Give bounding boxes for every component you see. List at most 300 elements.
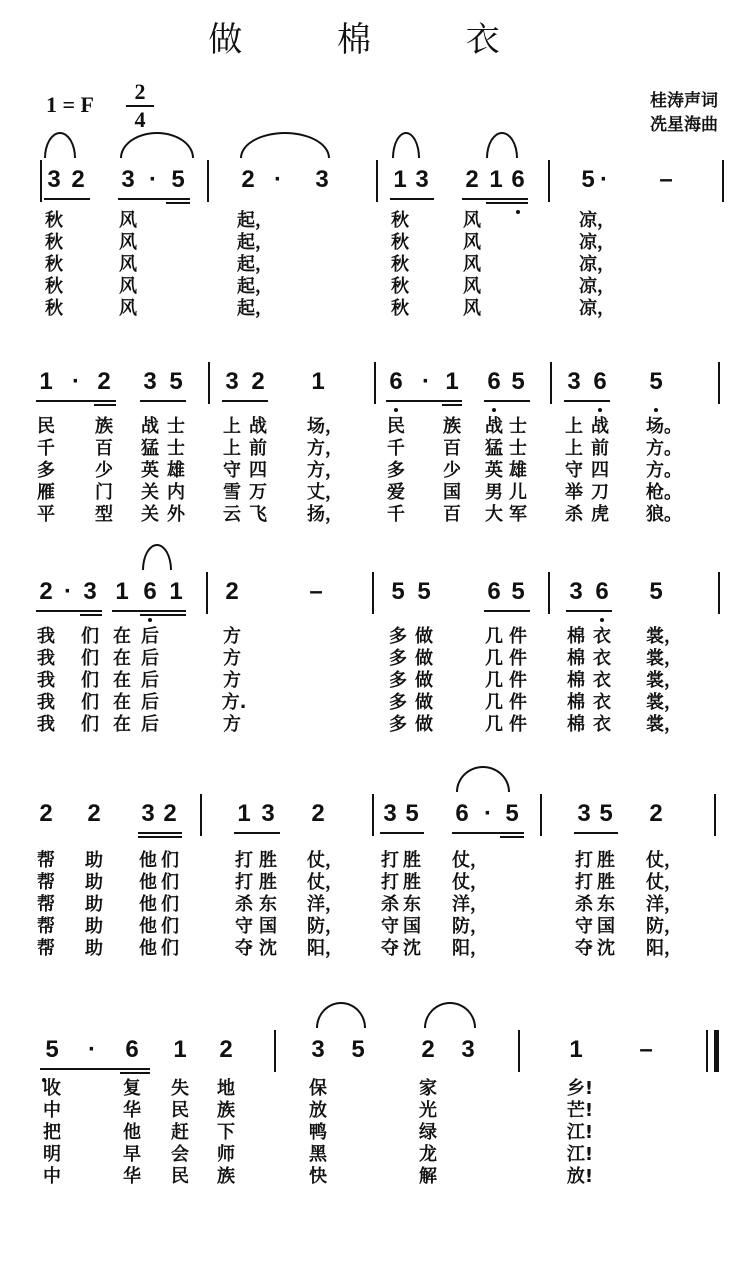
notation-line-2 <box>0 362 750 402</box>
note: 2 <box>87 800 101 827</box>
lyric: 解 <box>419 1166 437 1187</box>
lyric: 打 <box>381 850 399 871</box>
note: 5 <box>511 368 525 395</box>
eighth-underline <box>112 610 186 612</box>
lyric: 打 <box>575 850 593 871</box>
lyric: 们 <box>81 714 99 735</box>
lyric: 他 <box>139 938 157 959</box>
lyric: 他 <box>139 894 157 915</box>
lyric: 黑 <box>309 1144 327 1165</box>
lyric: 多 <box>387 460 405 481</box>
dot-extension: · <box>72 368 80 395</box>
lyric: 前 <box>249 438 267 459</box>
lyric: 儿 <box>509 482 527 503</box>
lyric-verse-1 <box>0 846 750 871</box>
lyric: 裳， <box>646 692 682 713</box>
lyric: 秋 <box>45 210 63 231</box>
note: 2 <box>241 166 255 193</box>
lyric: 秋 <box>391 232 409 253</box>
lyric: 守 <box>235 916 253 937</box>
note: 1 <box>311 368 325 395</box>
lyric: 方 <box>223 626 241 647</box>
lyric: 我 <box>37 714 55 735</box>
lyric-verse-2 <box>0 1096 750 1121</box>
lyric: 战 <box>249 416 267 437</box>
lyric: 东 <box>259 894 277 915</box>
lyric: 洋， <box>646 894 682 915</box>
lyric: 士 <box>167 438 185 459</box>
lyric: 风 <box>119 276 137 297</box>
note: 1 <box>393 166 407 193</box>
note: 3 <box>461 1036 475 1063</box>
lyric: 沈 <box>597 938 615 959</box>
lyric: 凉， <box>579 254 615 275</box>
lyric: 我 <box>37 692 55 713</box>
lyric: 丈， <box>307 482 343 503</box>
lyric: 虎 <box>591 504 609 525</box>
note: 5 <box>45 1036 59 1063</box>
lyric: 多 <box>389 692 407 713</box>
lyric: 秋 <box>45 232 63 253</box>
lyric: 多 <box>389 626 407 647</box>
lyric: 少 <box>95 460 113 481</box>
lyric: 龙 <box>419 1144 437 1165</box>
lyric: 我 <box>37 626 55 647</box>
note: 3 <box>121 166 135 193</box>
lyric: 我 <box>37 648 55 669</box>
lyric: 关 <box>141 504 159 525</box>
note: 5 <box>351 1036 365 1063</box>
lyric: 家 <box>419 1078 437 1099</box>
lyric: 快 <box>309 1166 327 1187</box>
eighth-underline <box>36 400 116 402</box>
lyric: 他 <box>139 850 157 871</box>
lyric: 风 <box>463 276 481 297</box>
lyric: 国 <box>403 916 421 937</box>
barline <box>274 1030 276 1072</box>
slur <box>424 1002 476 1028</box>
lyric-verse-2 <box>0 868 750 893</box>
lyric: 杀 <box>565 504 583 525</box>
lyric: 衣 <box>593 626 611 647</box>
lyric-verse-4 <box>0 272 750 297</box>
eighth-underline <box>484 400 530 402</box>
lyric-verse-3 <box>0 250 750 275</box>
note: 3 <box>225 368 239 395</box>
lyric: 在 <box>113 670 131 691</box>
notation-line-5 <box>0 1030 750 1070</box>
notation-line-1 <box>0 160 750 200</box>
lyric: 做 <box>415 714 433 735</box>
lyric-verse-3 <box>0 1118 750 1143</box>
lyric: 国 <box>443 482 461 503</box>
lyric: 方 <box>223 648 241 669</box>
note: 2 <box>39 578 53 605</box>
lyricist-credit: 桂涛声词 <box>650 91 718 111</box>
lyric: 他 <box>139 916 157 937</box>
barline <box>208 362 210 404</box>
note: 6 <box>487 368 501 395</box>
lyric-verse-1 <box>0 1074 750 1099</box>
note: 3 <box>569 578 583 605</box>
lyric: 们 <box>161 938 179 959</box>
song-title: 做 棉 衣 <box>208 20 542 60</box>
lyric: 多 <box>389 714 407 735</box>
lyric: 打 <box>235 850 253 871</box>
lyric: 英 <box>485 460 503 481</box>
lyric: 多 <box>37 460 55 481</box>
lyric: 狼。 <box>646 504 682 525</box>
note: 3 <box>415 166 429 193</box>
dash-extension: – <box>659 166 673 193</box>
sixteenth-underline <box>80 614 102 616</box>
note: 3 <box>577 800 591 827</box>
eighth-underline <box>462 198 528 200</box>
barline <box>206 572 208 614</box>
tie <box>240 132 330 158</box>
lyric: 民 <box>171 1100 189 1121</box>
lyric: 帮 <box>37 894 55 915</box>
lyric: 战 <box>591 416 609 437</box>
lyric: 光 <box>419 1100 437 1121</box>
lyric: 士 <box>509 438 527 459</box>
lyric: 风 <box>119 210 137 231</box>
barline <box>40 160 42 202</box>
lyric: 裳， <box>646 670 682 691</box>
note: 5 <box>391 578 405 605</box>
lyric-verse-5 <box>0 1162 750 1187</box>
lyric: 雄 <box>509 460 527 481</box>
sixteenth-underline <box>140 614 186 616</box>
note: 1 <box>173 1036 187 1063</box>
lyric: 战 <box>485 416 503 437</box>
note: 1 <box>445 368 459 395</box>
lyric: 几 <box>485 692 503 713</box>
lyric: 族 <box>217 1100 235 1121</box>
lyric-verse-5 <box>0 710 750 735</box>
lyric-verse-5 <box>0 500 750 525</box>
lyric: 阳， <box>452 938 488 959</box>
lyric: 方。 <box>646 460 682 481</box>
lyric: 上 <box>223 416 241 437</box>
lyric: 做 <box>415 648 433 669</box>
note: 2 <box>649 800 663 827</box>
lyric: 凉， <box>579 210 615 231</box>
lyric: 仗， <box>307 872 343 893</box>
barline <box>550 362 552 404</box>
lyric: 方， <box>307 438 343 459</box>
note: 2 <box>219 1036 233 1063</box>
lyric-verse-2 <box>0 644 750 669</box>
lyric: 风 <box>119 232 137 253</box>
time-signature-top: 2 <box>134 79 146 104</box>
barline <box>540 794 542 836</box>
lyric: 明 <box>43 1144 61 1165</box>
lyric: 国 <box>259 916 277 937</box>
lyric: 沈 <box>259 938 277 959</box>
lyric-verse-5 <box>0 294 750 319</box>
lyric: 关 <box>141 482 159 503</box>
lyric: 保 <box>309 1078 327 1099</box>
eighth-underline <box>138 832 182 834</box>
lyric: 后 <box>141 626 159 647</box>
lyric: 胜 <box>597 872 615 893</box>
lyric-verse-2 <box>0 228 750 253</box>
lyric: 秋 <box>391 254 409 275</box>
lyric: 方。 <box>646 438 682 459</box>
key-signature: 1 = F <box>46 92 94 117</box>
note: 6 <box>593 368 607 395</box>
lyric: 士 <box>509 416 527 437</box>
sixteenth-underline <box>500 836 524 838</box>
lyric: 衣 <box>593 670 611 691</box>
dot-extension: · <box>64 578 72 605</box>
lyric: 裳， <box>646 648 682 669</box>
eighth-underline <box>36 610 102 612</box>
lyric: 秋 <box>391 276 409 297</box>
lyric: 后 <box>141 692 159 713</box>
dot-extension: · <box>274 166 282 193</box>
lyric: 族 <box>443 416 461 437</box>
lyric-verse-3 <box>0 666 750 691</box>
note: 6 <box>143 578 157 605</box>
note: 1 <box>569 1036 583 1063</box>
lyric: 失 <box>171 1078 189 1099</box>
lyric: 方， <box>307 460 343 481</box>
lyric: 几 <box>485 648 503 669</box>
lyric: 在 <box>113 626 131 647</box>
note: 6 <box>511 166 525 193</box>
note: 2 <box>465 166 479 193</box>
sixteenth-underline <box>166 202 190 204</box>
lyric: 在 <box>113 648 131 669</box>
lyric: 放 <box>309 1100 327 1121</box>
lyric: 仗， <box>646 872 682 893</box>
eighth-underline <box>564 400 610 402</box>
note: 5 <box>171 166 185 193</box>
note: 3 <box>311 1036 325 1063</box>
lyric: 仗， <box>307 850 343 871</box>
lyric: 几 <box>485 714 503 735</box>
barline <box>372 794 374 836</box>
lyric: 我 <box>37 670 55 691</box>
lyric-verse-4 <box>0 688 750 713</box>
lyric: 场， <box>307 416 343 437</box>
lyric: 百 <box>443 438 461 459</box>
lyric: 战 <box>141 416 159 437</box>
lyric: 上 <box>565 438 583 459</box>
lyric: 内 <box>167 482 185 503</box>
lyric: 千 <box>37 438 55 459</box>
note: 6 <box>595 578 609 605</box>
lyric-verse-3 <box>0 890 750 915</box>
lyric: 扬， <box>307 504 343 525</box>
lyric: 在 <box>113 692 131 713</box>
lyric-verse-5 <box>0 934 750 959</box>
lyric: 衣 <box>593 714 611 735</box>
lyric: 东 <box>403 894 421 915</box>
lyric: 助 <box>85 850 103 871</box>
note: 2 <box>71 166 85 193</box>
note: 2 <box>421 1036 435 1063</box>
lyric: 凉， <box>579 232 615 253</box>
sixteenth-underline <box>442 404 462 406</box>
dot-extension: · <box>149 166 157 193</box>
lyric: 阳， <box>307 938 343 959</box>
final-barline-thick <box>714 1030 719 1072</box>
lyric-verse-1 <box>0 622 750 647</box>
note: 1 <box>237 800 251 827</box>
barline <box>718 572 720 614</box>
lyric: 几 <box>485 626 503 647</box>
lyric: 雪 <box>223 482 241 503</box>
note: 5 <box>417 578 431 605</box>
lyric: 百 <box>95 438 113 459</box>
barline <box>722 160 724 202</box>
lyric: 夺 <box>235 938 253 959</box>
note: 3 <box>83 578 97 605</box>
barline <box>374 362 376 404</box>
lyric: 秋 <box>391 210 409 231</box>
slur <box>120 132 194 158</box>
lyric: 件 <box>509 648 527 669</box>
lyric: 帮 <box>37 850 55 871</box>
lyric: 打 <box>575 872 593 893</box>
lyric: 外 <box>167 504 185 525</box>
lyric: 族 <box>217 1166 235 1187</box>
lyric: 杀 <box>381 894 399 915</box>
final-barline-thin <box>706 1030 708 1072</box>
lyric: 做 <box>415 626 433 647</box>
slur <box>392 132 420 158</box>
lyric: 英 <box>141 460 159 481</box>
note: 5 <box>599 800 613 827</box>
lyric: 起， <box>237 298 273 319</box>
lyric: 中 <box>43 1166 61 1187</box>
lyric: 爱 <box>387 482 405 503</box>
note: 6 <box>487 578 501 605</box>
lyric: 起， <box>237 254 273 275</box>
eighth-underline <box>44 198 90 200</box>
lyric: 四 <box>591 460 609 481</box>
eighth-underline <box>234 832 280 834</box>
lyric: 件 <box>509 692 527 713</box>
note: 3 <box>383 800 397 827</box>
note: 3 <box>143 368 157 395</box>
lyric: 们 <box>81 670 99 691</box>
lyric: 胜 <box>259 872 277 893</box>
dot-extension: · <box>484 800 492 827</box>
lyric-verse-4 <box>0 1140 750 1165</box>
lyric: 仗， <box>452 850 488 871</box>
lyric: 做 <box>415 692 433 713</box>
lyric: 裳， <box>646 626 682 647</box>
lyric-verse-1 <box>0 412 750 437</box>
lyric: 胜 <box>597 850 615 871</box>
lyric: 衣 <box>593 648 611 669</box>
lyric: 民 <box>37 416 55 437</box>
eighth-underline <box>452 832 524 834</box>
slur <box>44 132 76 158</box>
lyric: 夺 <box>381 938 399 959</box>
lyric: 赶 <box>171 1122 189 1143</box>
lyric: 打 <box>381 872 399 893</box>
lyric: 千 <box>387 438 405 459</box>
lyric: 胜 <box>403 850 421 871</box>
barline <box>376 160 378 202</box>
lyric: 多 <box>389 670 407 691</box>
eighth-underline <box>484 610 530 612</box>
lyric: 助 <box>85 872 103 893</box>
lyric: 江! <box>566 1144 594 1165</box>
notation-line-3 <box>0 572 750 612</box>
lyric: 四 <box>249 460 267 481</box>
lyric: 沈 <box>403 938 421 959</box>
lyric: 棉 <box>567 692 585 713</box>
lyric: 男 <box>485 482 503 503</box>
note: 2 <box>311 800 325 827</box>
note: 5 <box>169 368 183 395</box>
barline <box>714 794 716 836</box>
lyric: 上 <box>565 416 583 437</box>
eighth-underline <box>40 1068 150 1070</box>
slur <box>486 132 518 158</box>
lyric: 守 <box>223 460 241 481</box>
lyric-verse-1 <box>0 206 750 231</box>
lyric: 刀 <box>591 482 609 503</box>
note: 5 <box>405 800 419 827</box>
eighth-underline <box>390 198 434 200</box>
lyric: 做 <box>415 670 433 691</box>
lyric: 前 <box>591 438 609 459</box>
eighth-underline <box>140 400 186 402</box>
lyric: 士 <box>167 416 185 437</box>
lyric: 大 <box>485 504 503 525</box>
eighth-underline <box>566 610 612 612</box>
lyric: 起， <box>237 232 273 253</box>
lyric: 中 <box>43 1100 61 1121</box>
score-system-4 <box>0 794 750 994</box>
note: 6 <box>455 800 469 827</box>
note: 2 <box>251 368 265 395</box>
lyric: 型 <box>95 504 113 525</box>
lyric: 平 <box>37 504 55 525</box>
lyric: 棉 <box>567 714 585 735</box>
note: 5 <box>511 578 525 605</box>
lyric: 棉 <box>567 648 585 669</box>
lyric: 少 <box>443 460 461 481</box>
lyric: 防， <box>452 916 488 937</box>
note: 1 <box>169 578 183 605</box>
lyric: 秋 <box>391 298 409 319</box>
lyric: 门 <box>95 482 113 503</box>
lyric: 东 <box>597 894 615 915</box>
lyric: 几 <box>485 670 503 691</box>
score-system-3 <box>0 572 750 772</box>
lyric: 他 <box>123 1122 141 1143</box>
lyric: 们 <box>161 916 179 937</box>
lyric: 守 <box>381 916 399 937</box>
lyric: 复 <box>123 1078 141 1099</box>
lyric: 秋 <box>45 298 63 319</box>
eighth-underline <box>380 832 424 834</box>
lyric: 风 <box>463 232 481 253</box>
lyric-verse-2 <box>0 434 750 459</box>
lyric: 们 <box>81 692 99 713</box>
note: 5 <box>649 368 663 395</box>
note: 3 <box>315 166 329 193</box>
note: 3 <box>567 368 581 395</box>
